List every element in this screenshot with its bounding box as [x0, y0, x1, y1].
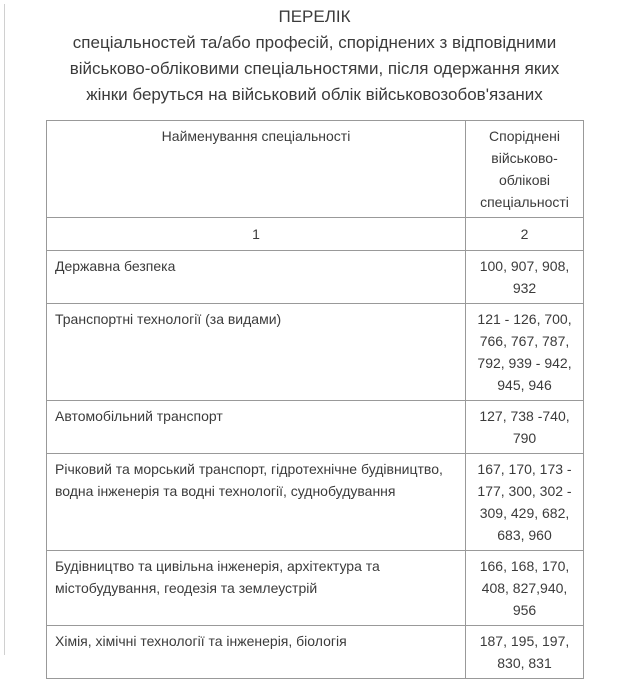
table-row	[47, 401, 584, 454]
specialty-codes: 121 - 126, 700, 766, 767, 787, 792, 939 - 942, 945, 946	[466, 304, 584, 401]
page-left-border	[4, 4, 5, 655]
table-row	[47, 251, 584, 304]
column-header-codes: Споріднені військово-облікові спеціальності	[466, 121, 584, 218]
document-page	[46, 4, 583, 679]
specialty-name: Транспортні технології (за видами)	[47, 304, 466, 401]
document-subtitle-line-2: військово-обліковими спеціальностями, після одержання яких	[69, 59, 560, 78]
column-index-row	[47, 218, 584, 251]
specialty-name: Річковий та морський транспорт, гідротехнічне будівництво, водна інженерія та водні технології, суднобудування	[47, 454, 466, 551]
table-row	[47, 304, 584, 401]
document-title: ПЕРЕЛІК	[278, 7, 351, 26]
specialty-codes: 166, 168, 170, 408, 827,940, 956	[466, 551, 584, 626]
specialty-name: Державна безпека	[47, 251, 466, 304]
specialties-table	[46, 120, 584, 679]
table-header-row	[47, 121, 584, 218]
column-header-specialty: Найменування спеціальності	[47, 121, 466, 218]
table-row	[47, 551, 584, 626]
specialty-name: Хімія, хімічні технології та інженерія, біологія	[47, 626, 466, 679]
column-index-1: 1	[47, 218, 466, 251]
specialty-codes: 187, 195, 197, 830, 831	[466, 626, 584, 679]
column-index-2: 2	[466, 218, 584, 251]
document-subtitle-line-1: спеціальностей та/або професій, споріднених з відповідними	[72, 33, 557, 52]
specialty-name: Будівництво та цивільна інженерія, архітектура та містобудування, геодезія та землеустрій	[47, 551, 466, 626]
specialty-codes: 127, 738 -740, 790	[466, 401, 584, 454]
document-heading	[46, 4, 583, 108]
table-row	[47, 626, 584, 679]
document-subtitle-line-3: жінки беруться на військовий облік військовозобов'язаних	[86, 85, 543, 104]
table-row	[47, 454, 584, 551]
specialty-codes: 100, 907, 908, 932	[466, 251, 584, 304]
specialty-name: Автомобільний транспорт	[47, 401, 466, 454]
specialty-codes: 167, 170, 173 - 177, 300, 302 - 309, 429, 682, 683, 960	[466, 454, 584, 551]
